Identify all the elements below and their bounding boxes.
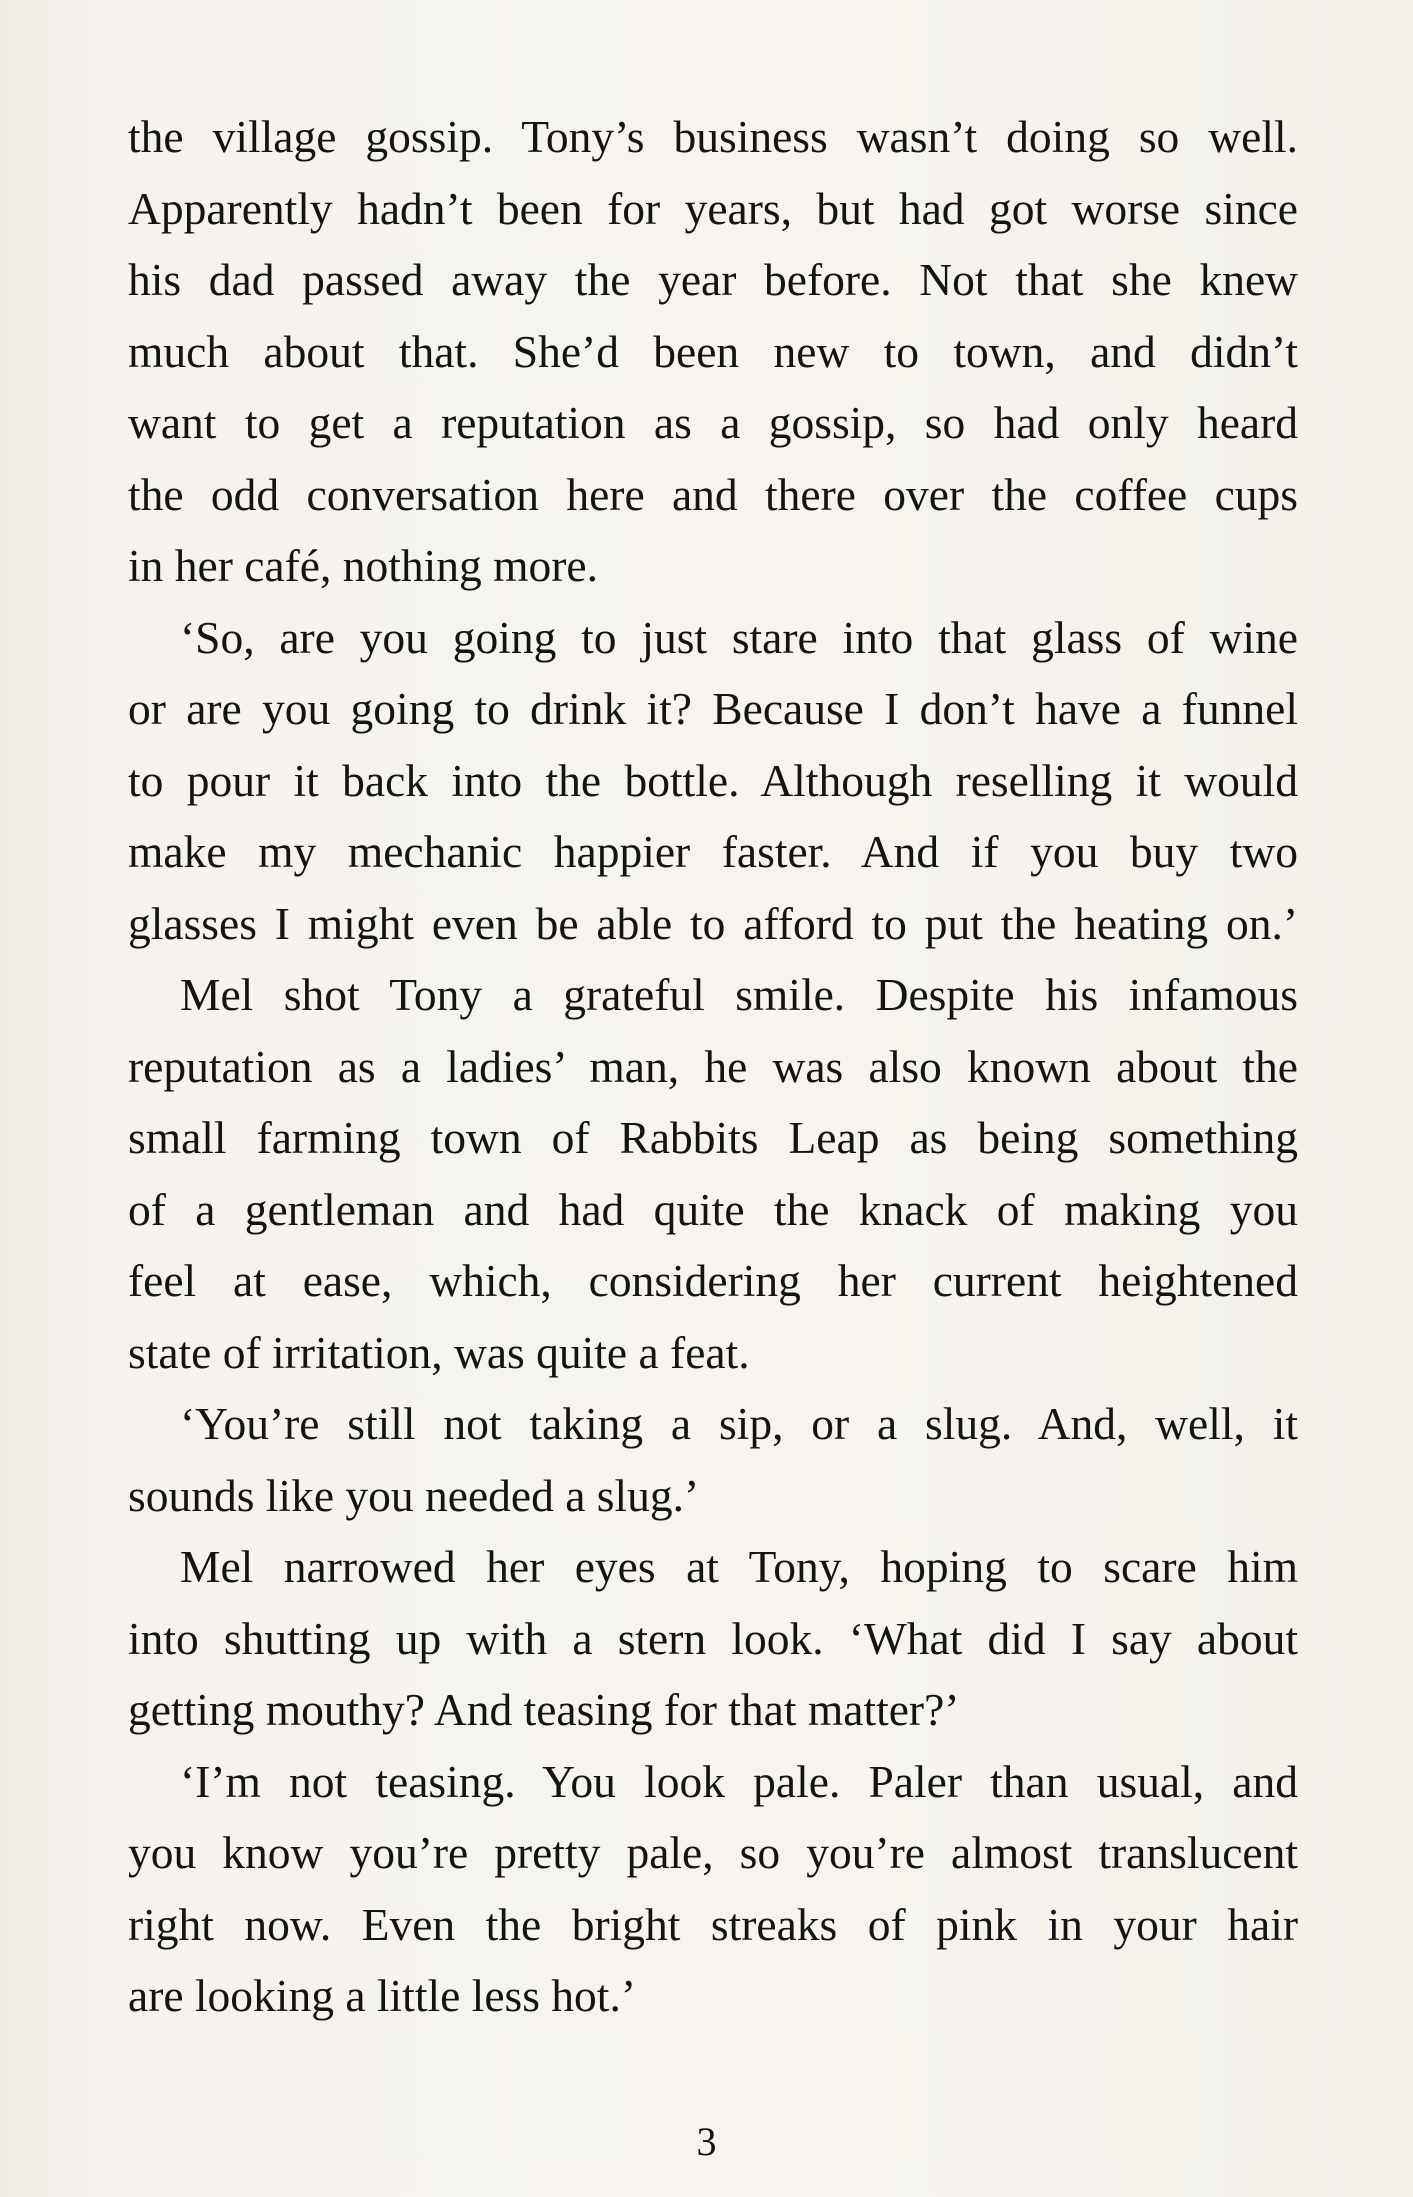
text-line: glasses I might even be able to afford to put the heating on.’ <box>128 897 1298 949</box>
text-line: ‘I’m not teasing. You look pale. Paler than usual, and <box>180 1755 1298 1807</box>
text-line: small farming town of Rabbits Leap as being something <box>128 1112 1298 1163</box>
body-text <box>128 101 1298 2032</box>
text-line: his dad passed away the year before. Not that she knew <box>128 254 1298 305</box>
text-line: into shutting up with a stern look. ‘What did I say about <box>128 1612 1298 1664</box>
text-line: Apparently hadn’t been for years, but had got worse since <box>128 182 1298 234</box>
text-line: sounds like you needed a slug.’ <box>128 1469 700 1521</box>
text-line: getting mouthy? And teasing for that matter?’ <box>128 1684 960 1735</box>
text-line: feel at ease, which, considering her current heightened <box>128 1255 1298 1306</box>
text-line: right now. Even the bright streaks of pink in your hair <box>128 1898 1298 1950</box>
text-line: the odd conversation here and there over the coffee cups <box>128 468 1298 520</box>
text-line: ‘You’re still not taking a sip, or a slug. And, well, it <box>180 1398 1298 1449</box>
text-line: much about that. She’d been new to town, and didn’t <box>128 325 1298 377</box>
text-line: ‘So, are you going to just stare into that glass of wine <box>180 611 1298 663</box>
text-line: Mel narrowed her eyes at Tony, hoping to scare him <box>180 1541 1298 1592</box>
text-line: Mel shot Tony a grateful smile. Despite his infamous <box>180 969 1298 1020</box>
text-line: to pour it back into the bottle. Although reselling it would <box>128 754 1298 806</box>
text-line: the village gossip. Tony’s business wasn’t doing so well. <box>128 111 1298 162</box>
page-number: 3 <box>696 2119 717 2164</box>
text-line: state of irritation, was quite a feat. <box>128 1326 750 1378</box>
text-line: make my mechanic happier faster. And if you buy two <box>128 826 1298 877</box>
text-line: are looking a little less hot.’ <box>128 1970 636 2021</box>
text-line: want to get a reputation as a gossip, so had only heard <box>128 397 1298 448</box>
text-line: in her café, nothing more. <box>128 540 598 591</box>
text-line: reputation as a ladies’ man, he was also known about the <box>128 1040 1298 1092</box>
text-line: or are you going to drink it? Because I don’t have a funnel <box>128 683 1298 734</box>
text-line: of a gentleman and had quite the knack of making you <box>128 1183 1298 1235</box>
text-line: you know you’re pretty pale, so you’re almost translucent <box>128 1827 1298 1878</box>
